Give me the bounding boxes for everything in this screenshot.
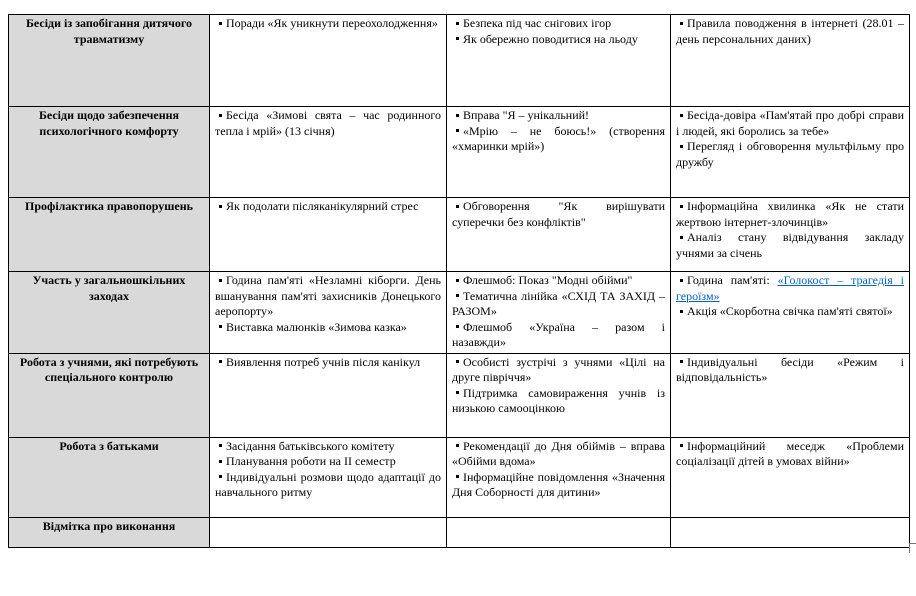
row-heading: Участь у загальношкільних заходах [9, 272, 210, 354]
plan-item [452, 32, 665, 48]
bullet-icon [680, 360, 683, 363]
plan-item [676, 355, 904, 386]
plan-item-text: Правила поводження в інтернеті (28.01 – день персональних даних) [676, 16, 904, 46]
plan-row [9, 15, 910, 107]
bullet-icon [680, 236, 683, 239]
plan-item-text: Інформаційне повідомлення «Значення Дня Соборності для дитини» [452, 469, 665, 499]
plan-item-text: Тематична лінійка «СХІД ТА ЗАХІД – РАЗОМ» [452, 288, 665, 318]
bullet-icon [680, 145, 683, 148]
bullet-icon [456, 475, 459, 478]
plan-cell [447, 517, 671, 547]
row-heading: Бесіди щодо забезпечення психологічного комфорту [9, 107, 210, 198]
plan-cell [447, 272, 671, 354]
plan-item-text: Виставка малюнків «Зимова казка» [226, 319, 407, 334]
plan-item [452, 386, 665, 417]
bullet-icon [680, 22, 683, 25]
bullet-icon [219, 360, 222, 363]
bullet-icon [456, 444, 459, 447]
plan-item-text: Засідання батьківського комітету [226, 438, 395, 453]
plan-cell [671, 353, 910, 437]
plan-cell [210, 198, 447, 272]
plan-item-text: Аналіз стану відвідування закладу учнями за січень [676, 230, 904, 260]
plan-cell [671, 517, 910, 547]
plan-cell [671, 272, 910, 354]
plan-item-text: Флешмоб: Показ "Модні обійми" [463, 273, 633, 287]
bullet-icon [456, 279, 459, 282]
bullet-icon [456, 325, 459, 328]
plan-item-text: Бесіда-довіра «Пам'ятай про добрі справи і людей, які боролись за тебе» [676, 108, 904, 138]
bullet-icon [456, 360, 459, 363]
plan-item-text: Інформаційна хвилинка «Як не стати жертвою інтернет-злочинців» [676, 199, 904, 229]
plan-item-text: Акція «Скорботна свічка пам'яті святої» [687, 304, 893, 318]
bullet-icon [680, 310, 683, 313]
plan-item [215, 16, 441, 32]
plan-row [9, 272, 910, 354]
plan-item [215, 470, 441, 501]
bullet-icon [680, 205, 683, 208]
row-heading: Відмітка про виконання [9, 517, 210, 547]
plan-cell [210, 437, 447, 517]
plan-item [215, 454, 441, 470]
row-heading: Бесіди із запобігання дитячого травматизму [9, 15, 210, 107]
plan-table [8, 14, 910, 548]
plan-cell [671, 107, 910, 198]
plan-cell [447, 437, 671, 517]
plan-item [452, 470, 665, 501]
plan-row [9, 437, 910, 517]
plan-item [452, 124, 665, 155]
plan-cell [210, 517, 447, 547]
plan-item-text: Обговорення "Як вирішувати суперечки без конфліктів" [452, 199, 665, 229]
plan-item [452, 355, 665, 386]
plan-item-text: Підтримка самовираження учнів із низькою самооцінкою [452, 385, 665, 415]
plan-row [9, 517, 910, 547]
bullet-icon [680, 444, 683, 447]
plan-cell [671, 15, 910, 107]
plan-item-text: Бесіда «Зимові свята – час родинного тепла і мрій» (13 січня) [215, 108, 441, 138]
plan-item [452, 439, 665, 470]
plan-item [215, 320, 441, 336]
bullet-icon [456, 129, 459, 132]
plan-item-text: Безпека під час снігових ігор [463, 16, 612, 30]
plan-item [452, 16, 665, 32]
plan-item [676, 304, 904, 320]
plan-item-text: Флешмоб «Україна – разом і назавжди» [452, 319, 665, 349]
plan-item-text: Як подолати післяканікулярний стрес [226, 199, 419, 213]
plan-item [676, 199, 904, 230]
plan-item-text: Індивідуальні бесіди «Режим і відповідальність» [676, 354, 904, 384]
bullet-icon [219, 460, 222, 463]
plan-item [215, 273, 441, 320]
plan-item-text: Виявлення потреб учнів після канікул [226, 354, 421, 369]
bullet-icon [456, 22, 459, 25]
plan-cell [210, 107, 447, 198]
bullet-icon [219, 205, 222, 208]
plan-item-text: Особисті зустрічі з учнями «Цілі на друге півріччя» [452, 354, 665, 384]
plan-item [452, 289, 665, 320]
plan-item-text: Планування роботи на ІІ семестр [226, 454, 396, 468]
plan-cell [447, 107, 671, 198]
bullet-icon [219, 114, 222, 117]
plan-item [452, 320, 665, 351]
bullet-icon [680, 114, 683, 117]
plan-cell [671, 437, 910, 517]
plan-item [215, 355, 441, 371]
plan-cell [447, 353, 671, 437]
plan-item [452, 199, 665, 230]
bullet-icon [456, 114, 459, 117]
plan-table-body [9, 15, 910, 548]
plan-item-text: Вправа "Я – унікальний! [463, 108, 590, 122]
plan-item-text: Година пам'яті: [687, 273, 778, 287]
plan-cell [447, 15, 671, 107]
plan-cell [447, 198, 671, 272]
plan-item [452, 108, 665, 124]
plan-cell [671, 198, 910, 272]
plan-item [452, 273, 665, 289]
plan-item [676, 139, 904, 170]
plan-item [676, 273, 904, 304]
row-heading: Профілактика правопорушень [9, 198, 210, 272]
bullet-icon [219, 22, 222, 25]
plan-item-text: «Мрію – не боюсь!» (створення «хмаринки мрій») [452, 123, 665, 153]
plan-item [215, 199, 441, 215]
plan-row [9, 198, 910, 272]
plan-item-text: Година пам'яті «Незламні кіборги. День вшанування пам'яті захисників Донецького аеропорту» [215, 273, 441, 318]
plan-item [676, 108, 904, 139]
plan-item-text: Індивідуальні розмови щодо адаптації до навчального ритму [215, 469, 441, 499]
bullet-icon [456, 205, 459, 208]
bullet-icon [456, 294, 459, 297]
plan-item [676, 439, 904, 470]
bullet-icon [456, 37, 459, 40]
bullet-icon [456, 391, 459, 394]
plan-cell [210, 353, 447, 437]
holocaust-link[interactable]: «Голокост – трагедія і героїзм» [676, 273, 905, 303]
plan-cell [210, 272, 447, 354]
bullet-icon [219, 325, 222, 328]
plan-item-text: Як обережно поводитися на льоду [463, 31, 638, 46]
bullet-icon [219, 279, 222, 282]
plan-item [676, 230, 904, 261]
row-heading: Робота з учнями, які потребують спеціального контролю [9, 353, 210, 437]
plan-row [9, 107, 910, 198]
plan-item [215, 108, 441, 139]
plan-item [215, 439, 441, 455]
plan-cell [210, 15, 447, 107]
plan-item-text: Перегляд і обговорення мультфільму про дружбу [676, 139, 904, 169]
plan-item-text: Інформаційний меседж «Проблеми соціалізації дітей в умовах війни» [676, 438, 904, 468]
row-heading: Робота з батьками [9, 437, 210, 517]
bullet-icon [219, 444, 222, 447]
plan-item [676, 16, 904, 47]
bullet-icon [680, 279, 683, 282]
plan-item-text: Рекомендації до Дня обіймів – вправа «Обійми вдома» [452, 438, 665, 468]
page-corner-mark [909, 543, 916, 553]
plan-row [9, 353, 910, 437]
bullet-icon [219, 475, 222, 478]
plan-item-text: Поради «Як уникнути переохолодження» [226, 16, 438, 30]
